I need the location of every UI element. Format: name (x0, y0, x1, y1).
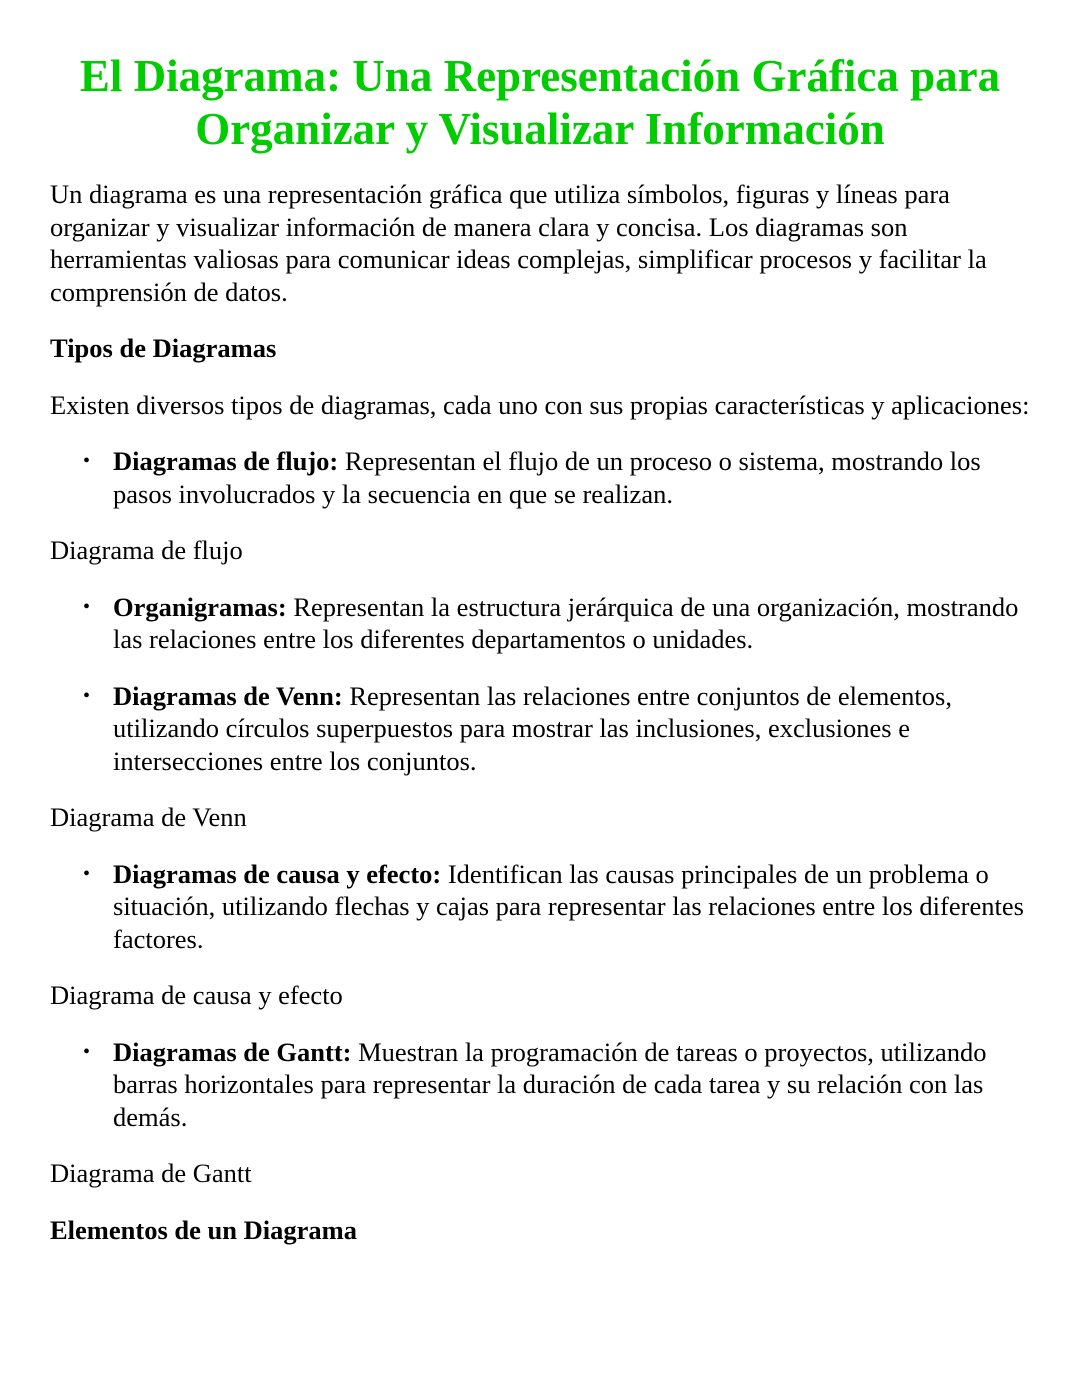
intro-paragraph: Un diagrama es una representación gráfica que utiliza símbolos, figuras y líneas para organizar y visualizar información de manera clara y concisa. Los diagramas son herramientas valiosas para comunicar ideas complejas, simplificar procesos y facilitar la comprensión de datos. (50, 179, 987, 307)
bullet-list-organigramas (50, 591, 1030, 656)
bullet-icon: • (83, 450, 91, 472)
bullet-icon: • (83, 595, 91, 618)
figure-caption-gantt: Diagrama de Gantt (50, 1158, 252, 1188)
bullet-icon: • (83, 862, 91, 885)
list-item (83, 858, 1030, 956)
figure-caption-venn: Diagrama de Venn (50, 802, 247, 832)
list-item-term: Diagramas de causa y efecto: (113, 858, 442, 889)
list-item (83, 445, 1030, 510)
figure-caption-causa-efecto: Diagrama de causa y efecto (50, 980, 343, 1010)
bullet-icon: • (83, 684, 91, 707)
list-item-description: Identifican las causas principales de un problema o situación, utilizando flechas y cajas para representar las relaciones entre los diferentes factores. (113, 858, 1024, 954)
section-heading-tipos: Tipos de Diagramas (50, 333, 277, 363)
list-item-term: Diagramas de Gantt: (113, 1036, 352, 1067)
list-item (83, 1036, 1030, 1134)
figure-caption-flujo: Diagrama de flujo (50, 535, 243, 565)
section-heading-elementos: Elementos de un Diagrama (50, 1214, 357, 1245)
list-item-description: Representan la estructura jerárquica de una organización, mostrando las relaciones entre los diferentes departamentos o unidades. (113, 591, 1019, 654)
list-item (83, 680, 1030, 778)
list-item-term: Diagramas de Venn: (113, 680, 343, 711)
list-item-description: Representan las relaciones entre conjuntos de elementos, utilizando círculos superpuestos para mostrar las inclusiones, exclusiones e intersecciones entre los conjuntos. (113, 680, 952, 776)
bullet-icon: • (83, 1040, 91, 1063)
bullet-list-venn (50, 680, 1030, 778)
list-item-description: Representan el flujo de un proceso o sistema, mostrando los pasos involucrados y la secuencia en que se realizan. (113, 446, 981, 509)
bullet-list-gantt (50, 1036, 1030, 1134)
list-item (83, 591, 1030, 656)
bullet-list-flujo (50, 445, 1030, 510)
page-title: El Diagrama: Una Representación Gráfica para Organizar y Visualizar Información (79, 51, 1001, 154)
tipos-intro-paragraph: Existen diversos tipos de diagramas, cada uno con sus propias características y aplicaciones: (50, 389, 1030, 420)
list-item-term: Organigramas: (113, 591, 287, 622)
list-item-description: Muestran la programación de tareas o proyectos, utilizando barras horizontales para representar la duración de cada tarea y su relación con las demás. (113, 1036, 987, 1132)
bullet-list-causa-efecto (50, 858, 1030, 956)
list-item-term: Diagramas de flujo: (113, 446, 339, 476)
